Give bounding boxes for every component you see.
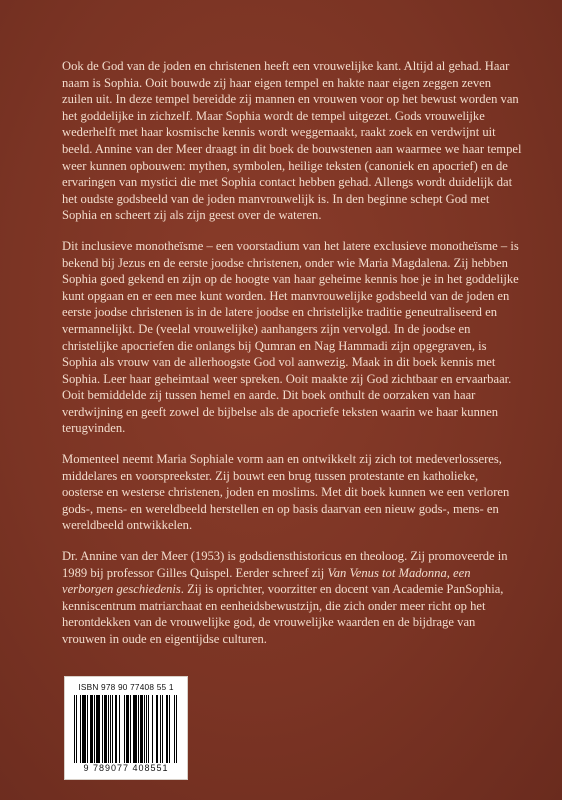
barcode-bars [74,695,178,763]
barcode-bar [176,695,177,763]
author-bio-intro: Dr. Annine van der Meer (1953) is godsdiensthistoricus en theoloog. Zij promoveerde in 1989 bij professor Gilles Quispel. Eerder schreef zij [62,549,508,580]
blurb-paragraph-1: Ook de God van de joden en christenen heeft een vrouwelijke kant. Altijd al gehad. Haar naam is Sophia. Ooit bouwde zij haar eigen tempel en hakte naar eigen zeggen zeven zuilen uit. In deze tempel bereidde zij mannen en vrouwen voor op het bewust worden van het goddelijke in zichzelf. Maar Sophia wordt de tempel uitgezet. Gods vrouwelijke wederhelft met haar kosmische kennis wordt weggemaakt, raakt zoek en verdwijnt uit beeld. Annine van der Meer draagt in dit boek de bouwstenen aan waarmee we haar tempel weer kunnen opbouwen: mythen, symbolen, heilige teksten (canoniek en apocrief) en de ervaringen van mystici die met Sophia contact hebben gehad. Allengs wordt duidelijk dat het oudste godsbeeld van de joden manvrouwelijk is. In den beginne schept God met Sophia en scheert zij als zijn geest over de wateren. [62,59,522,223]
blurb-paragraph-3: Momenteel neemt Maria Sophiale vorm aan en ontwikkelt zij zich tot medeverlosseres, middelares en voorspreekster. Zij bouwt een brug tussen protestante en katholieke, oosterse en westerse christenen, joden en moslims. Met dit boek kunnen we een verloren gods-, mens- en wereldbeeld herstellen en op basis daarvan een nieuw gods-, mens- en wereldbeeld ontwikkelen. [62,452,510,533]
previous-book-title: Van Venus tot Madonna, een verborgen geschiedenis [62,565,471,597]
barcode-digits: 9 789077 408551 [83,763,169,773]
blurb-paragraph-2: Dit inclusieve monotheïsme – een voorstadium van het latere exclusieve monotheïsme – is bekend bij Jezus en de eerste joodse christenen, onder wie Maria Magdalena. Zij hebben Sophia goed gekend en zijn op de hoogte van haar geheime kennis hoe je in het goddelijke kunt opgaan en er een mee kunt worden. Het manvrouwelijke godsbeeld van de joden en eerste joodse christenen is in de latere joodse en christelijke traditie geneutraliseerd en vermannelijkt. De (veelal vrouwelijke) aanhangers zijn vervolgd. In de joodse en christelijke apocriefen die onlangs bij Qumran en Nag Hammadi zijn opgegraven, is Sophia als vrouw van de allerhoogste God vol aanwezig. Maak in dit boek kennis met Sophia. Leer haar geheimtaal weer spreken. Ooit maakte zij God zichtbaar en ervaarbaar. Ooit bemiddelde zij tussen hemel en aarde. Dit boek onthult de oorzaken van haar verdwijning en geeft zowel de bijbelse als de apocriefe teksten waarin we haar kunnen terugvinden. [62,238,519,436]
blurb-text [62,58,522,648]
author-bio-rest: . Zij is oprichter, voorzitter en docent van Academie PanSophia, kenniscentrum matriarchaat en eenheidsbewustzijn, die zich onder meer richt op het herontdekken van de vrouwelijke god, de vrouwelijke waarden en de bijdrage van vrouwen in oude en eigentijdse culturen. [62,582,504,646]
barcode [64,676,188,780]
isbn-label: ISBN 978 90 77408 55 1 [78,682,174,692]
author-bio [62,548,522,648]
